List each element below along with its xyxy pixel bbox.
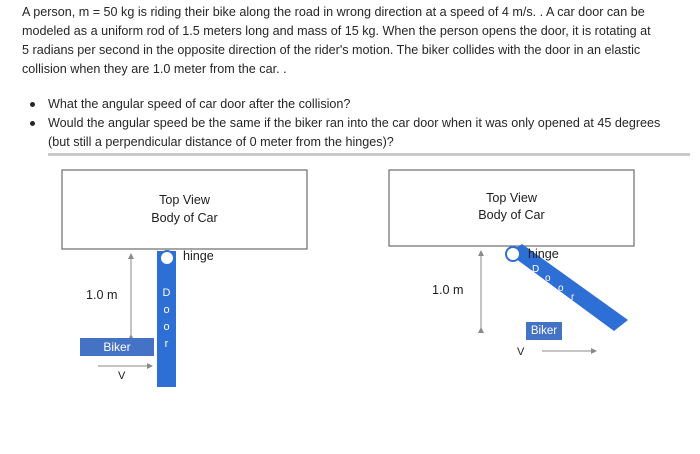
problem-line: modeled as a uniform rod of 1.5 meters long and mass of 15 kg. When the person opens the door, it is rotating at (22, 24, 651, 38)
problem-line: A person, m = 50 kg is riding their bike along the road in wrong direction at a speed of 4 m/s. . A car door can be (22, 5, 645, 19)
car-subtitle-left: Body of Car (151, 211, 218, 225)
problem-line: collision when they are 1.0 meter from the car. . (22, 62, 287, 76)
door-letter: o (545, 273, 551, 284)
problem-line: 5 radians per second in the opposite direction of the rider's motion. The biker collides with the door in an elastic (22, 43, 641, 57)
door-letter: o (558, 283, 564, 294)
door-right (508, 244, 628, 331)
hinge-left (160, 251, 174, 265)
car-body-left (62, 170, 307, 249)
question-text: Would the angular speed be the same if the biker ran into the car door when it was only opened at 45 degrees (48, 116, 661, 130)
door-letter: r (571, 292, 575, 303)
door-letter: o (163, 304, 170, 316)
door-left (157, 251, 176, 387)
hinge-label-right: hinge (528, 247, 559, 261)
distance-label-left: 1.0 m (86, 288, 118, 302)
hinge-label-left: hinge (183, 249, 214, 263)
velocity-label-left: V (118, 370, 126, 382)
hinge-right (506, 247, 520, 261)
distance-label-right: 1.0 m (432, 283, 464, 297)
question-text: What the angular speed of car door after the collision? (48, 97, 351, 111)
car-title-left: Top View (159, 193, 210, 207)
biker-box-left: Biker (80, 338, 154, 356)
velocity-label-right: V (517, 346, 525, 358)
car-title-right: Top View (486, 191, 537, 205)
door-letter: D (162, 287, 171, 299)
door-letter: r (164, 338, 169, 350)
car-subtitle-right: Body of Car (478, 208, 545, 222)
door-letter: D (532, 264, 540, 275)
door-letter: o (163, 321, 170, 333)
question-text: (but still a perpendicular distance of 0 meter from the hinges)? (48, 135, 394, 149)
biker-box-right: Biker (526, 322, 562, 340)
